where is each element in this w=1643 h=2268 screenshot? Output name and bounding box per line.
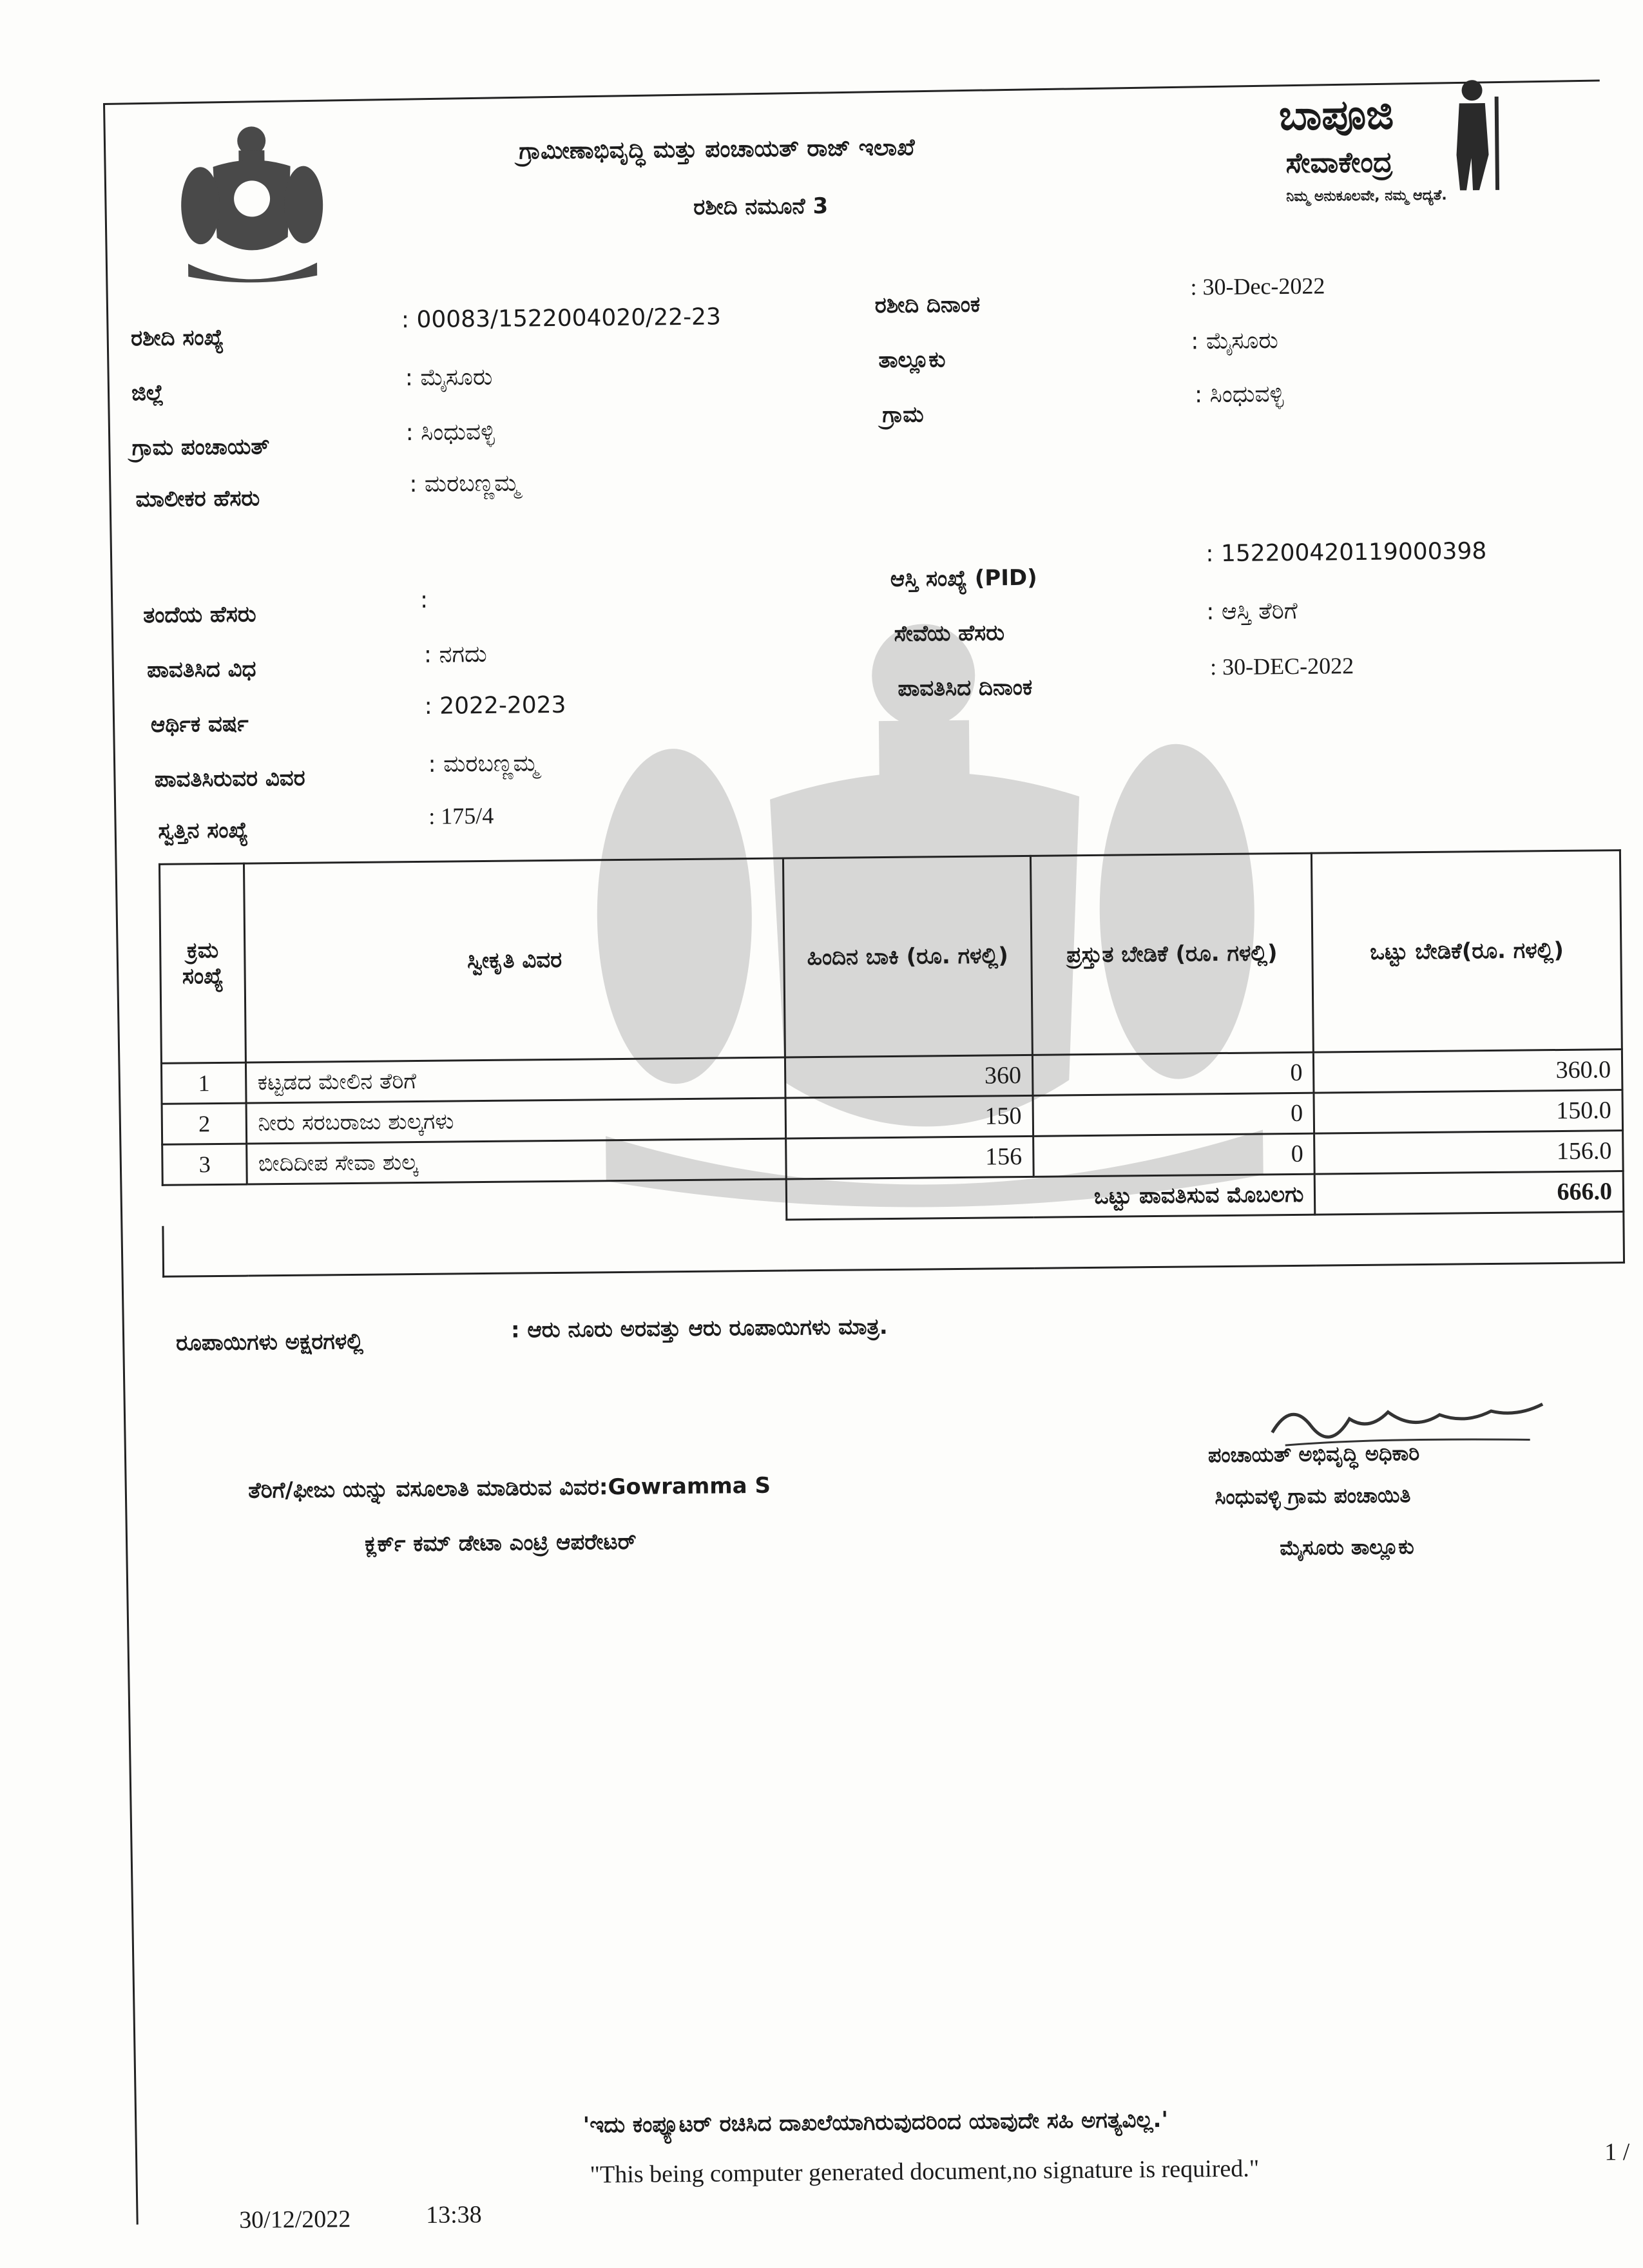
row-description: ಕಟ್ಟಡದ ಮೇಲಿನ ತೆರಿಗೆ <box>246 1057 785 1103</box>
header-sno: ಕ್ರಮ ಸಂಖ್ಯೆ <box>159 863 245 1063</box>
field-label-receipt-date: ರಶೀದಿ ದಿನಾಂಕ <box>874 291 981 319</box>
field-label-gram-panchayat: ಗ್ರಾಮ ಪಂಚಾಯತ್ <box>131 434 270 461</box>
seal-line-1: ಪಂಚಾಯತ್ ಅಭಿವೃದ್ಧಿ ಅಧಿಕಾರಿ <box>1207 1441 1420 1468</box>
table-header-row <box>159 850 1622 1064</box>
footer-note-english: "This being computer generated document,no signature is required." <box>590 2155 1260 2189</box>
field-label-paid-date: ಪಾವತಿಸಿದ ದಿನಾಂಕ <box>898 674 1033 702</box>
collector-designation: ಕ್ಲರ್ಕ್ ಕಮ್ ಡೇಟಾ ಎಂಟ್ರಿ ಆಪರೇಟರ್ <box>364 1528 637 1557</box>
field-label-taluk: ತಾಲ್ಲೂಕು <box>878 347 946 374</box>
field-label-owner-name: ಮಾಲೀಕರ ಹೆಸರು <box>135 485 260 513</box>
footer-date: 30/12/2022 <box>238 2206 351 2234</box>
amount-words-value: : ಆರು ನೂರು ಅರವತ್ತು ಆರು ರೂಪಾಯಿಗಳು ಮಾತ್ರ. <box>510 1314 888 1343</box>
state-emblem-icon <box>174 114 331 289</box>
field-label-village: ಗ್ರಾಮ <box>882 401 924 428</box>
field-value-gram-panchayat: : ಸಿಂಧುವಳ್ಳಿ <box>405 418 495 447</box>
grand-total-label: ಒಟ್ಟು ಪಾವತಿಸುವ ಮೊಬಲಗು <box>786 1174 1315 1220</box>
field-value-service-name: : ಆಸ್ತಿ ತೆರಿಗೆ <box>1206 597 1298 626</box>
field-value-village: : ಸಿಂಧುವಳ್ಳಿ <box>1194 381 1284 408</box>
field-label-district: ಜಿಲ್ಲೆ <box>131 380 164 407</box>
row-sno: 1 <box>161 1062 246 1104</box>
row-current-demand: 0 <box>1033 1133 1314 1177</box>
field-label-service-name: ಸೇವೆಯ ಹೆಸರು <box>894 620 1005 647</box>
field-value-receipt-date: : 30-Dec-2022 <box>1190 273 1325 300</box>
field-label-financial-year: ಆರ್ಥಿಕ ವರ್ಷ <box>150 711 249 738</box>
seal-line-2: ಸಿಂಧುವಳ್ಳಿ ಗ್ರಾಮ ಪಂಚಾಯಿತಿ <box>1215 1483 1411 1510</box>
fees-table <box>159 849 1625 1278</box>
row-sno: 2 <box>162 1103 247 1144</box>
field-value-financial-year: : 2022-2023 <box>424 691 566 720</box>
field-value-owner-name: : ಮರಬಣ್ಣಮ್ಮ <box>409 470 520 498</box>
row-previous-due: 150 <box>785 1095 1033 1139</box>
field-label-receipt-no: ರಶೀದಿ ಸಂಖ್ಯೆ <box>130 324 224 352</box>
brand-name: ಬಾಪೂಜಿ <box>1278 91 1394 140</box>
gandhi-figure-icon <box>1433 77 1518 194</box>
row-total-demand: 150.0 <box>1314 1090 1622 1134</box>
field-value-father-name: : <box>419 586 428 613</box>
row-total-demand: 360.0 <box>1314 1050 1622 1093</box>
field-value-paid-date: : 30-DEC-2022 <box>1209 653 1354 680</box>
brand-tagline: ನಿಮ್ಮ ಅನುಕೂಲವೇ, ನಮ್ಮ ಆದ್ಯತೆ. <box>1286 187 1447 206</box>
seal-line-3: ಮೈಸೂರು ತಾಲ್ಲೂಕು <box>1280 1534 1414 1561</box>
header-description: ಸ್ವೀಕೃತಿ ವಿವರ <box>244 858 785 1062</box>
header-current-demand: ಪ್ರಸ್ತುತ ಬೇಡಿಕೆ (ರೂ. ಗಳಲ್ಲಿ) <box>1030 853 1314 1055</box>
field-value-receipt-no: : 00083/1522004020/22-23 <box>401 303 722 334</box>
header-total-demand: ಒಟ್ಟು ಬೇಡಿಕೆ(ರೂ. ಗಳಲ್ಲಿ) <box>1312 850 1622 1053</box>
department-title: ಗ್ರಾಮೀಣಾಭಿವೃದ್ಧಿ ಮತ್ತು ಪಂಚಾಯತ್ ರಾಜ್ ಇಲಾಖೆ <box>519 134 915 165</box>
header-previous-due: ಹಿಂದಿನ ಬಾಕಿ (ರೂ. ಗಳಲ್ಲಿ) <box>783 856 1032 1057</box>
field-label-father-name: ತಂದೆಯ ಹೆಸರು <box>143 601 256 629</box>
field-value-district: : ಮೈಸೂರು <box>405 363 493 392</box>
footer-page-number: 1 / <box>1604 2138 1630 2166</box>
row-previous-due: 156 <box>785 1136 1033 1179</box>
row-description: ಬೀದಿದೀಪ ಸೇವಾ ಶುಲ್ಕ <box>247 1139 786 1184</box>
field-label-payment-mode: ಪಾವತಿಸಿದ ವಿಧ <box>146 656 256 684</box>
row-description: ನೀರು ಸರಬರಾಜು ಶುಲ್ಕಗಳು <box>247 1098 786 1144</box>
field-label-property-pid: ಆಸ್ತಿ ಸಂಖ್ಯೆ (PID) <box>890 564 1037 592</box>
row-sno: 3 <box>162 1144 247 1185</box>
grand-total-value: 666.0 <box>1315 1171 1624 1215</box>
collector-details: ತೆರಿಗೆ/ಫೀಜು ಯನ್ನು ವಸೂಲಾತಿ ಮಾಡಿರುವ ವಿವರ:Gowramma S <box>248 1472 771 1504</box>
row-current-demand: 0 <box>1033 1093 1314 1136</box>
row-current-demand: 0 <box>1032 1052 1314 1095</box>
footer-time: 13:38 <box>425 2201 482 2229</box>
field-value-property-no: : 175/4 <box>428 802 494 829</box>
footer-note-kannada: 'ಇದು ಕಂಪ್ಯೂಟರ್ ರಚಿಸಿದ ದಾಖಲೆಯಾಗಿರುವುದರಿಂದ ಯಾವುದೇ ಸಹಿ ಅಗತ್ಯವಿಲ್ಲ.' <box>582 2106 1169 2138</box>
field-label-payer-details: ಪಾವತಿಸಿರುವರ ವಿವರ <box>154 765 305 793</box>
form-name: ರಶೀದಿ ನಮೂನೆ 3 <box>693 193 829 220</box>
amount-words-label: ರೂಪಾಯಿಗಳು ಅಕ್ಷರಗಳಲ್ಲಿ <box>175 1328 364 1356</box>
field-value-payer-details: : ಮರಬಣ್ಣಮ್ಮ <box>428 750 539 778</box>
brand-sub: ಸೇವಾಕೇಂದ್ರ <box>1285 146 1393 180</box>
field-label-property-no: ಸ್ವತ್ತಿನ ಸಂಖ್ಯೆ <box>158 817 249 844</box>
row-total-demand: 156.0 <box>1314 1131 1623 1175</box>
field-value-taluk: : ಮೈಸೂರು <box>1191 327 1279 355</box>
field-value-property-pid: : 152200420119000398 <box>1206 538 1487 568</box>
field-value-payment-mode: : ನಗದು <box>423 640 487 668</box>
row-previous-due: 360 <box>785 1055 1033 1098</box>
